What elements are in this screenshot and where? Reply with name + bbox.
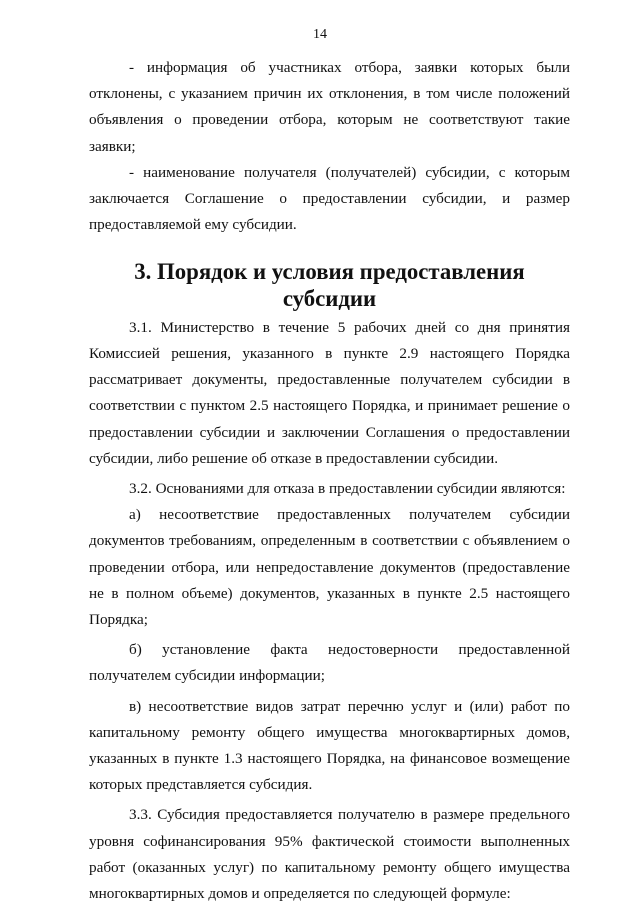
document-body (89, 55, 570, 907)
paragraph-rejected-participants: - информация об участниках отбора, заявки которых были отклонены, с указанием причин их отклонения, в том числе положений объявления о проведении отбора, которым не соответствуют такие заявки; (89, 59, 570, 155)
paragraph-3-2-a: а) несоответствие предоставленных получателем субсидии документов требованиям, определенным в соответствии с объявлением о проведении отбора, или непредоставление документов (предоставление не в полном объеме) документов, указанных в пункте 2.5 настоящего Порядка; (89, 506, 570, 629)
page-number: 14 (313, 27, 327, 42)
paragraph-3-1: 3.1. Министерство в течение 5 рабочих дней со дня принятия Комиссией решения, указанного в пункте 2.9 настоящего Порядка рассматривает документы, предоставленные получателем субсидии в соответствии с пунктом 2.5 настоящего Порядка, и принимает решение о предоставлении субсидии и заключении Соглашения о предоставлении субсидии, либо решение об отказе в предоставлении субсидии. (89, 318, 570, 467)
paragraph-3-3: 3.3. Субсидия предоставляется получателю в размере предельного уровня софинансирования 95% фактической стоимости выполненных работ (оказанных услуг) по капитальному ремонту общего имущества многоквартирных домов и определяется по следующей формуле: (89, 806, 570, 903)
paragraph-3-2-b: б) установление факта недостоверности предоставленной получателем субсидии информации; (89, 641, 570, 685)
paragraph-3-2: 3.2. Основаниями для отказа в предоставлении субсидии являются: (129, 480, 566, 498)
section-heading: 3. Порядок и условия предоставления субсидии (134, 259, 525, 311)
paragraph-3-2-c: в) несоответствие видов затрат перечню услуг и (или) работ по капитальному ремонту общего имущества многоквартирных домов, указанных в пункте 1.3 настоящего Порядка, на финансовое возмещение которых представляется субсидия. (89, 697, 570, 794)
paragraph-recipient-name: - наименование получателя (получателей) субсидии, с которым заключается Соглашение о предоставлении субсидии, и размер предоставляемой ему субсидии. (89, 163, 570, 234)
